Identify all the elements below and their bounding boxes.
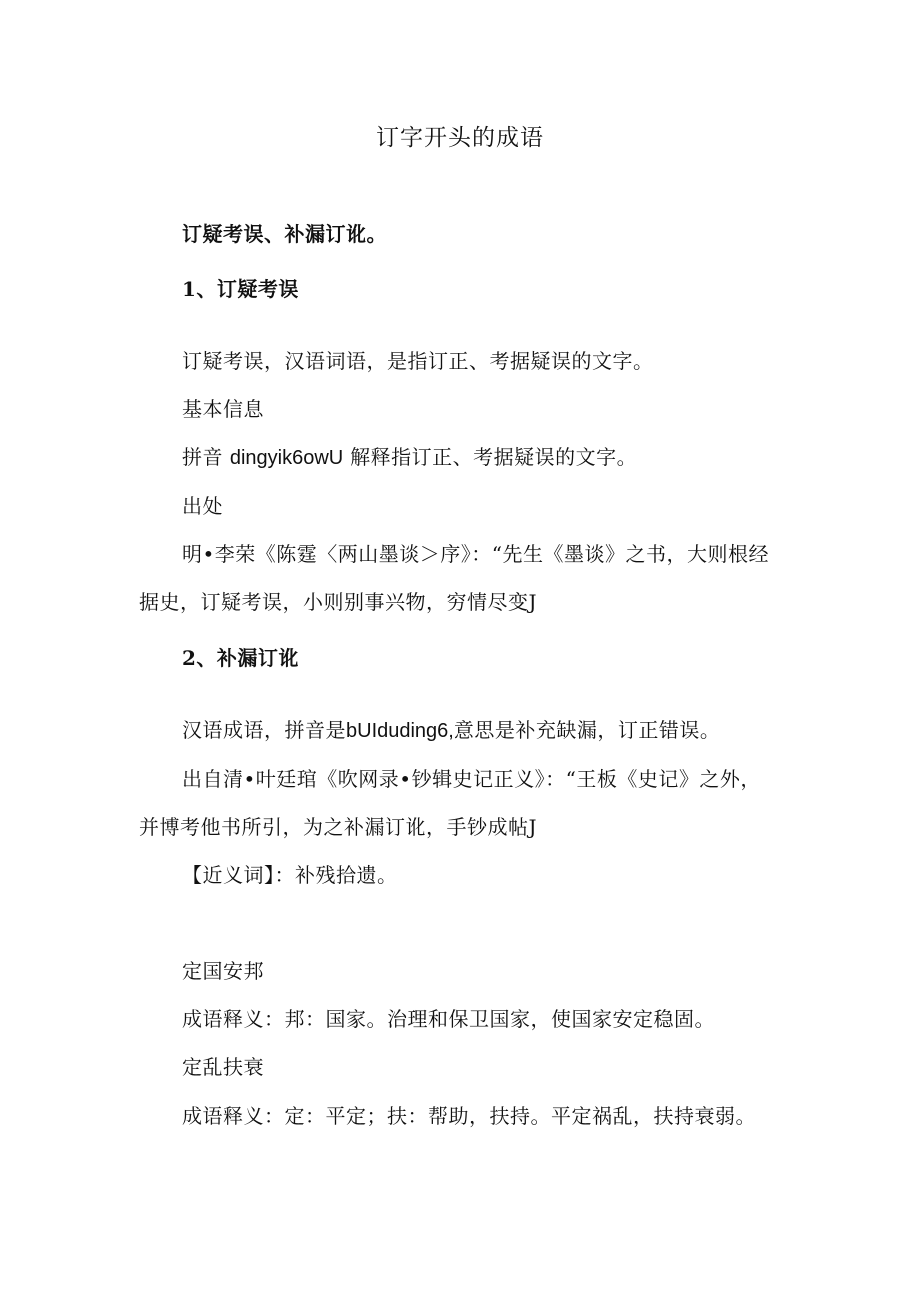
section1-definition: 订疑考误，汉语词语，是指订正、考据疑误的文字。 [182, 349, 654, 373]
section2-desc-prefix: 汉语成语，拼音是 [182, 718, 346, 742]
synonym-line: 【近义词】：补残拾遗。 [182, 863, 398, 887]
pinyin-suffix: 解释指订正、考据疑误的文字。 [350, 445, 638, 469]
section2-source-line1: 出自清•叶廷琯《吹网录•钞辑史记正义》：“王板《史记》之外， [182, 767, 761, 791]
pinyin-line [182, 443, 637, 472]
idiom-title-2: 定乱扶衰 [182, 1055, 264, 1079]
section1-heading: 1、订疑考误 [182, 277, 299, 301]
idiom-meaning-1: 成语释义：邦：国家。治理和保卫国家，使国家安定稳固。 [182, 1007, 715, 1031]
section2-desc-pinyin: bUIduding6, [346, 720, 454, 742]
section2-source-line2: 并博考他书所引，为之补漏订讹，手钞成帖J [139, 815, 538, 839]
page-title: 订字开头的成语 [376, 125, 544, 151]
source-label: 出处 [182, 494, 223, 518]
pinyin-prefix: 拼音 [182, 445, 223, 469]
idiom-title-1: 定国安邦 [182, 959, 264, 983]
section1-source-line2: 据史，订疑考误，小则别事兴物，穷情尽变J [139, 590, 538, 614]
idiom-meaning-2: 成语释义：定：平定；扶：帮助，扶持。平定祸乱，扶持衰弱。 [182, 1104, 756, 1128]
section2-description [182, 716, 720, 745]
intro-heading: 订疑考误、补漏订讹。 [182, 222, 387, 246]
pinyin-value: dingyik6owU [229, 447, 344, 469]
section2-heading: 2、补漏订讹 [182, 646, 299, 670]
section2-desc-suffix: 意思是补充缺漏，订正错误。 [453, 718, 721, 742]
basic-info-label: 基本信息 [182, 397, 264, 421]
section1-source-line1: 明•李荣《陈霆〈两山墨谈＞序》：“先生《墨谈》之书，大则根经 [182, 542, 770, 566]
